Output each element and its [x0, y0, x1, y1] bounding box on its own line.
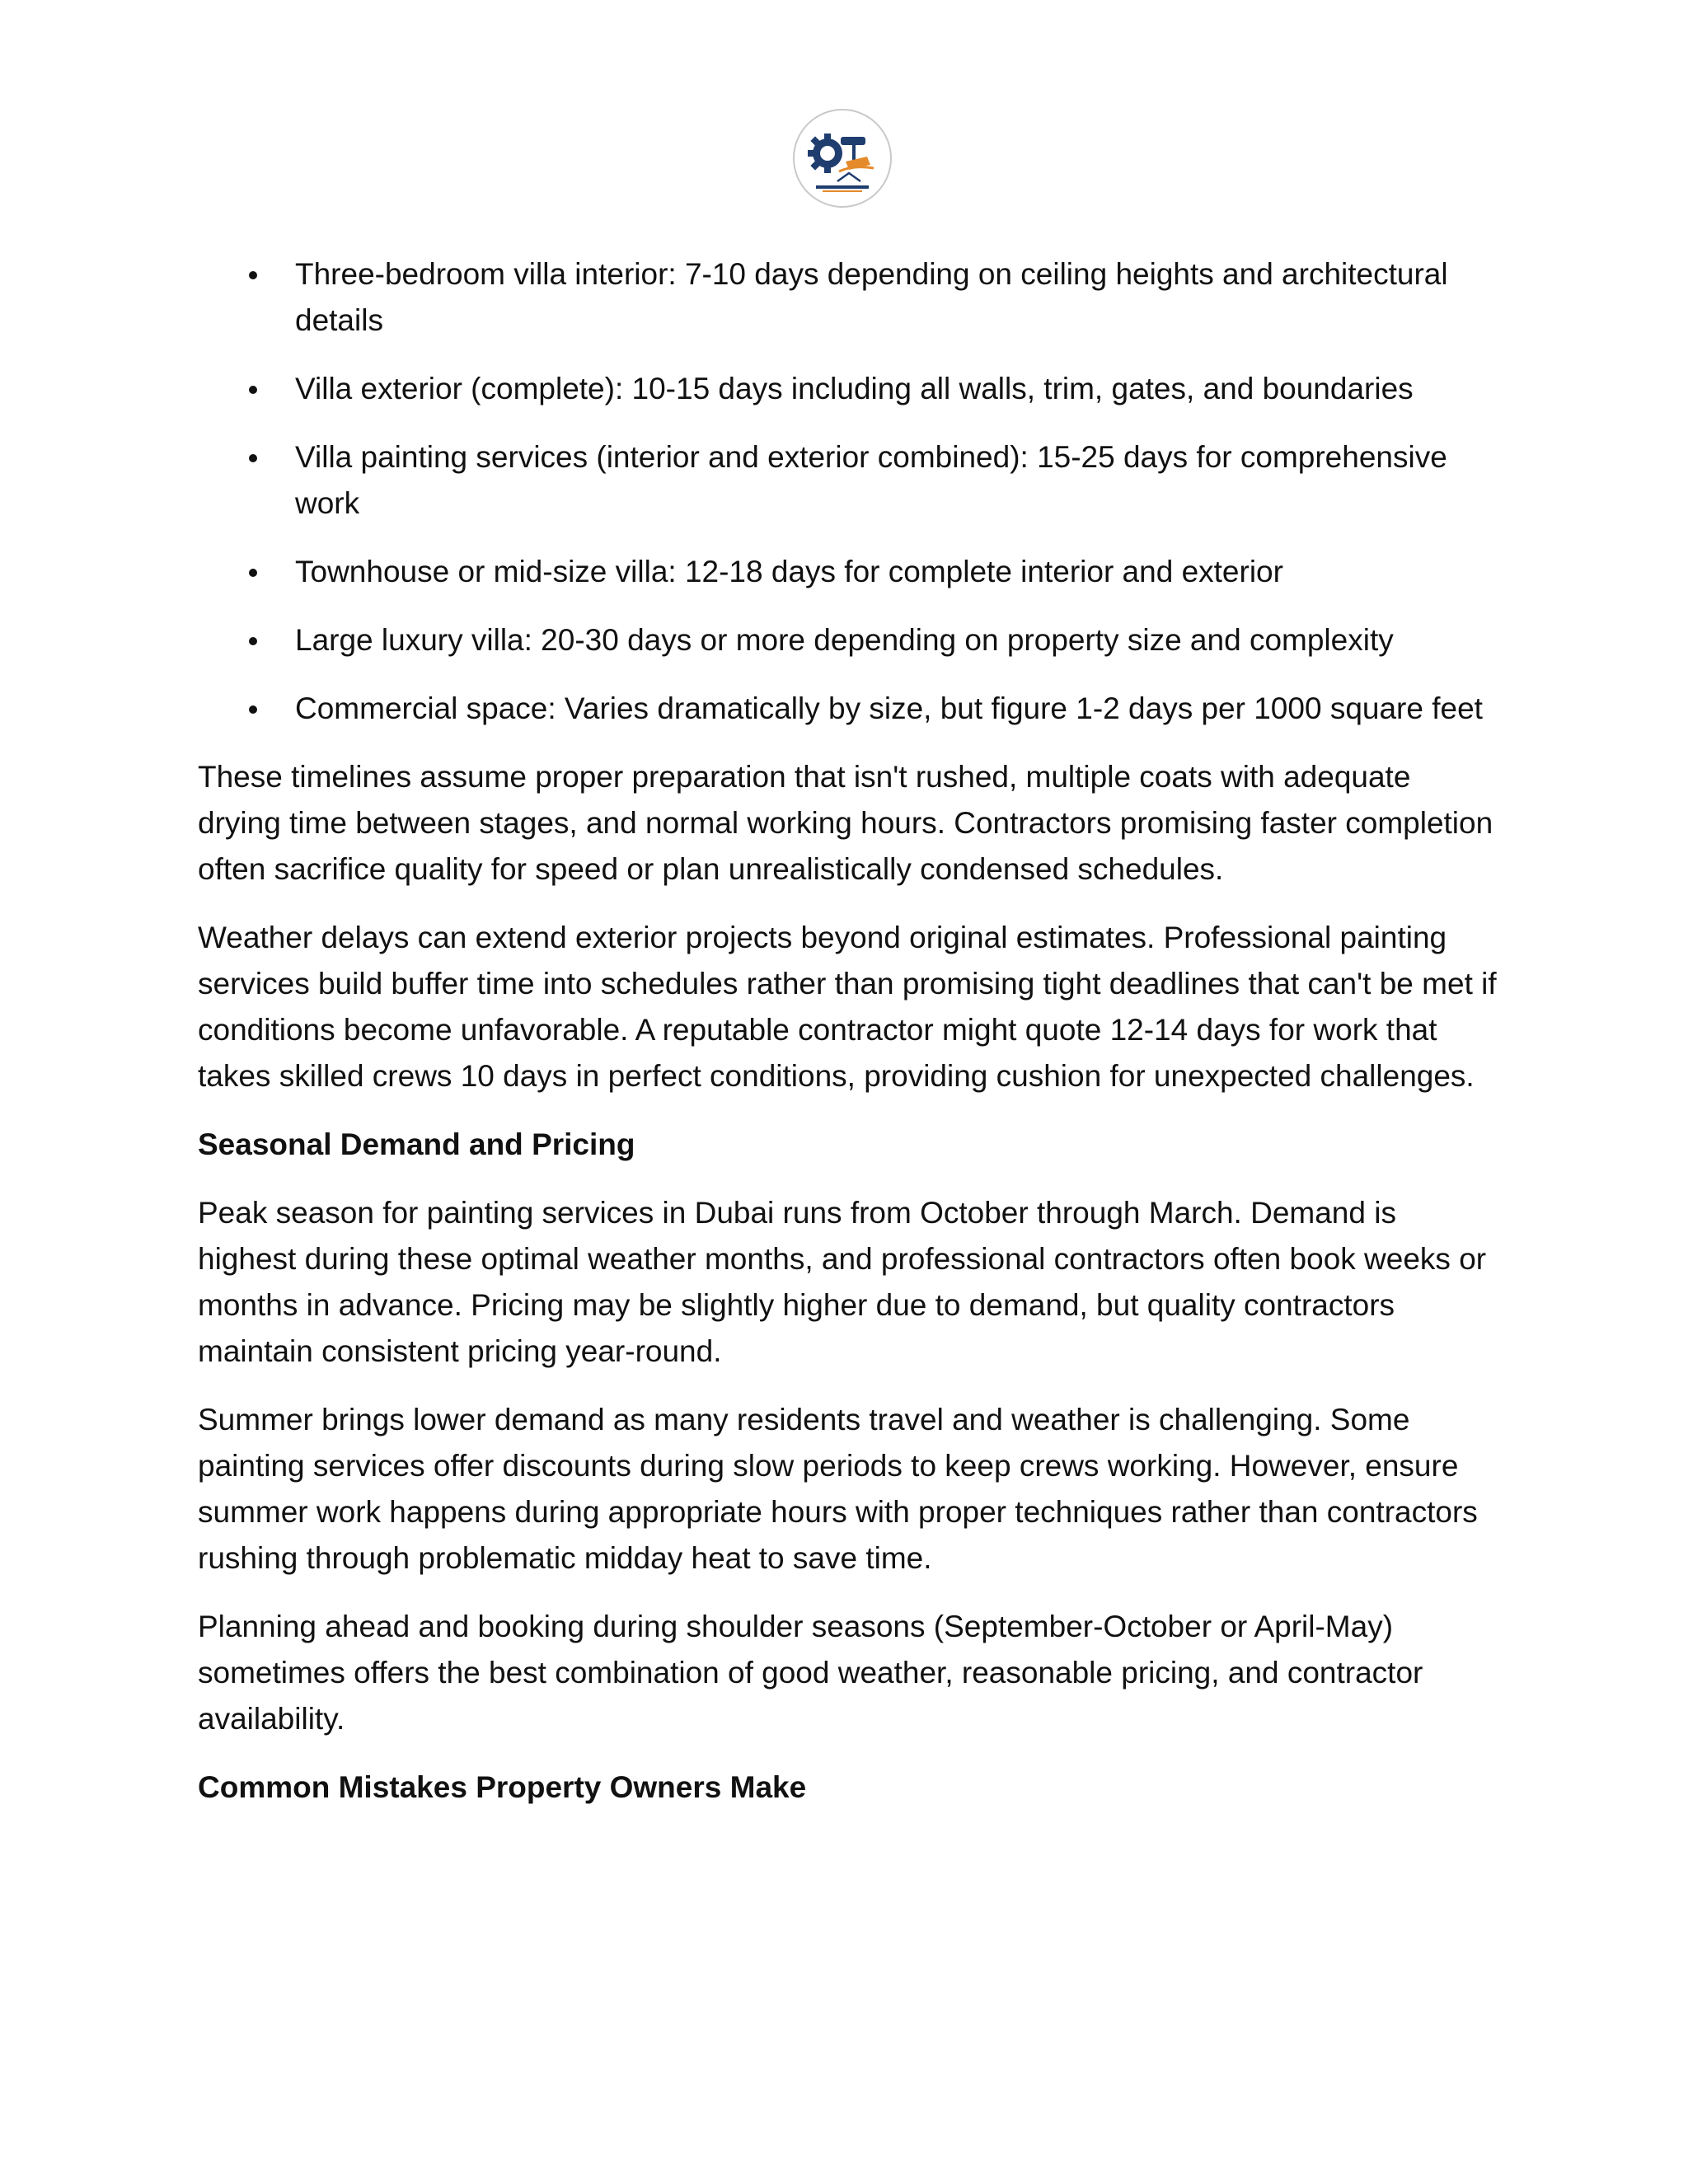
peak-season-paragraph: Peak season for painting services in Dubai runs from October through March. Demand is highest during these optimal weather months, and professional contractors often book weeks or months in advance. Pricing may be slightly higher due to demand, but quality contractors maintain consistent pricing year-round. — [198, 1196, 1487, 1368]
bullet-icon — [249, 386, 257, 394]
weather-paragraph: Weather delays can extend exterior projects beyond original estimates. Professional painting services build buffer time into schedules rather than promising tight deadlines that can't be met if conditions become unfavorable. A reputable contractor might quote 12-14 days for work that takes skilled crews 10 days in perfect conditions, providing cushion for unexpected challenges. — [198, 921, 1497, 1093]
timeline-list — [198, 251, 1500, 732]
list-item — [198, 251, 1500, 344]
mistakes-heading: Common Mistakes Property Owners Make — [198, 1770, 807, 1804]
bullet-icon — [249, 705, 257, 714]
list-item-text: Commercial space: Varies dramatically by size, but figure 1-2 days per 1000 square feet — [295, 691, 1483, 725]
timelines-paragraph: These timelines assume proper preparation that isn't rushed, multiple coats with adequate drying time between stages, and normal working hours. Contractors promising faster completion often sacrifice quality for speed or plan unrealistically condensed schedules. — [198, 760, 1493, 886]
list-item — [198, 617, 1500, 663]
list-item-text: Large luxury villa: 20-30 days or more depending on property size and complexity — [295, 623, 1394, 657]
bullet-icon — [249, 454, 257, 462]
list-item-text: Three-bedroom villa interior: 7-10 days depending on ceiling heights and architectural details — [295, 257, 1448, 337]
bullet-icon — [249, 271, 257, 279]
list-item — [198, 549, 1500, 595]
bullet-icon — [249, 637, 257, 645]
document-body — [198, 251, 1500, 1833]
list-item — [198, 434, 1500, 527]
summer-paragraph: Summer brings lower demand as many residents travel and weather is challenging. Some painting services offer discounts during slow periods to keep crews working. However, ensure summer work happens during appropriate hours with proper techniques rather than contractors rushing through problematic midday heat to save time. — [198, 1403, 1478, 1575]
logo-icon — [791, 107, 893, 209]
bullet-icon — [249, 569, 257, 577]
list-item — [198, 366, 1500, 412]
list-item-text: Villa painting services (interior and exterior combined): 15-25 days for comprehensive work — [295, 440, 1447, 520]
planning-paragraph: Planning ahead and booking during shoulder seasons (September-October or April-May) sometimes offers the best combination of good weather, reasonable pricing, and contractor availability. — [198, 1610, 1423, 1736]
seasonal-heading: Seasonal Demand and Pricing — [198, 1127, 635, 1161]
list-item-text: Villa exterior (complete): 10-15 days including all walls, trim, gates, and boundaries — [295, 372, 1414, 405]
list-item — [198, 686, 1500, 732]
list-item-text: Townhouse or mid-size villa: 12-18 days for complete interior and exterior — [295, 555, 1283, 588]
company-logo — [791, 107, 893, 209]
